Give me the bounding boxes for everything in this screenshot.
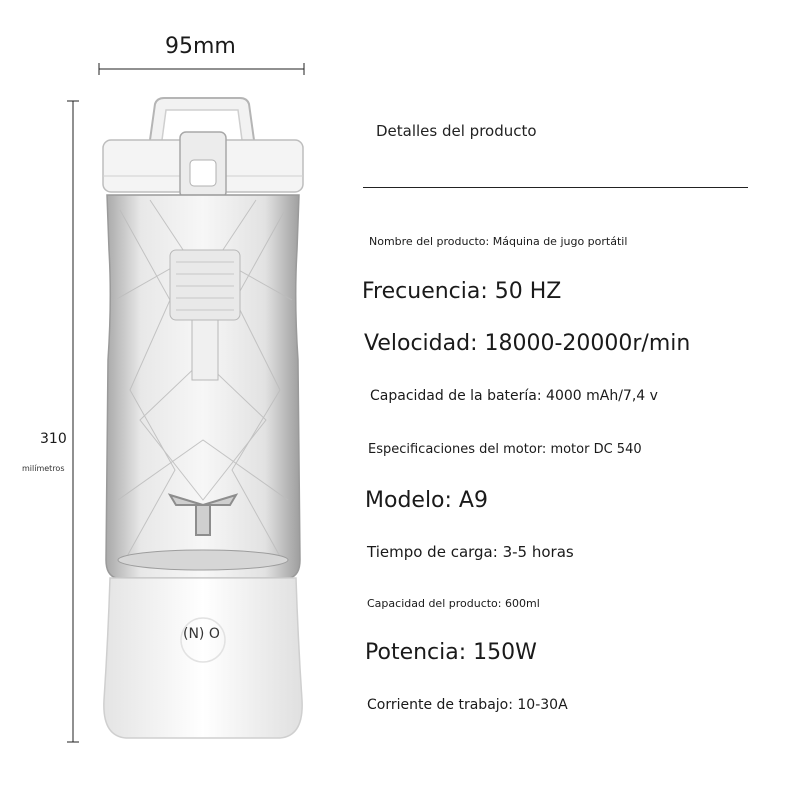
spec-product-name: Nombre del producto: Máquina de jugo portátil [369,235,628,248]
spec-motor: Especificaciones del motor: motor DC 540 [368,442,642,457]
spec-speed: Velocidad: 18000-20000r/min [364,331,691,356]
spec-charge-time: Tiempo de carga: 3-5 horas [367,543,574,561]
divider [363,187,748,188]
spec-capacity: Capacidad del producto: 600ml [367,597,540,610]
spec-battery: Capacidad de la batería: 4000 mAh/7,4 v [370,388,658,404]
spec-power: Potencia: 150W [365,640,537,665]
height-dimension-label: 310 [40,431,67,447]
height-dimension-unit: milímetros [22,464,65,473]
section-title: Detalles del producto [376,122,537,140]
power-button-label: (N) O [183,626,220,642]
width-dimension-line [99,63,304,75]
spec-model: Modelo: A9 [365,488,488,513]
height-dimension-line [67,101,79,742]
spec-frequency: Frecuencia: 50 HZ [362,279,562,304]
blender-product-image [60,58,320,758]
spec-current: Corriente de trabajo: 10-30A [367,697,568,713]
width-dimension-label: 95mm [165,34,236,59]
